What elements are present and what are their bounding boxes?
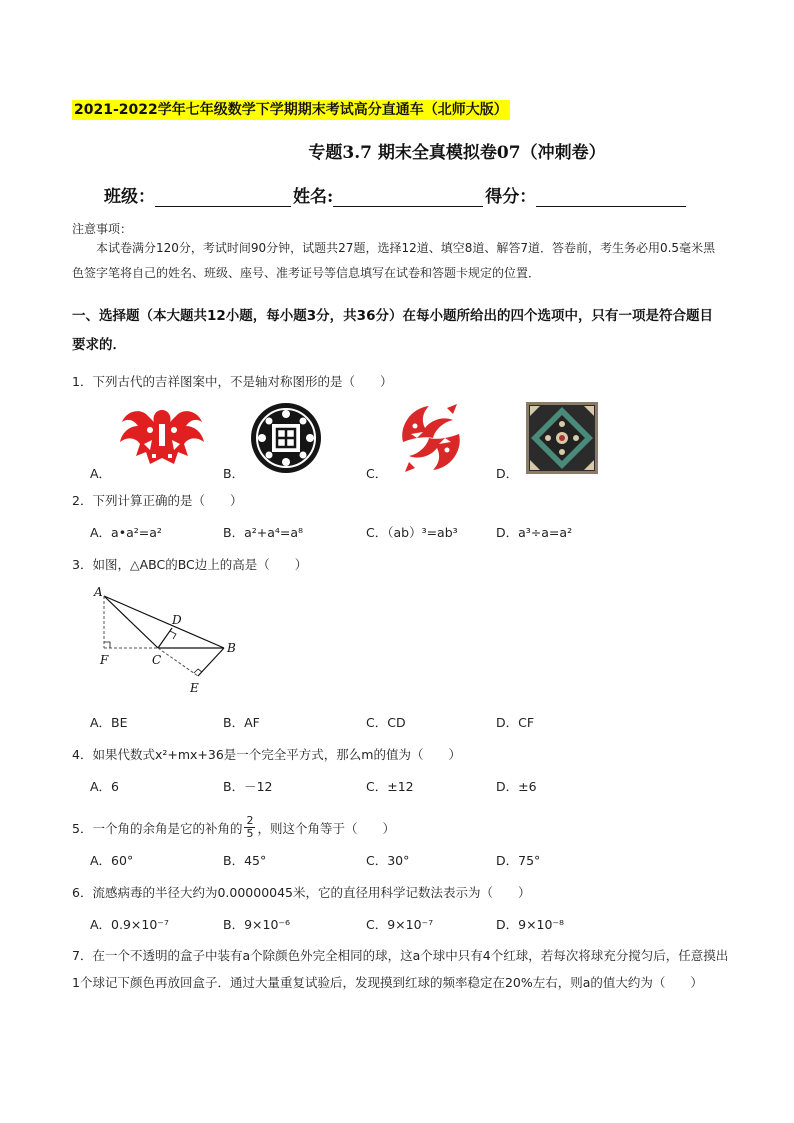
q6-option-c: C．9×10⁻⁷ — [366, 917, 434, 932]
q5-stem-after: ，则这个角等于（ ） — [257, 820, 395, 836]
question-3-stem: 3．如图，△ABC的BC边上的高是（ ） — [72, 557, 308, 572]
label-e: E — [190, 681, 199, 695]
q1-option-d-image — [526, 402, 598, 474]
name-label: 姓名: — [293, 187, 334, 207]
q2-option-d: D．a³÷a=a² — [496, 525, 573, 540]
notice-text: 本试卷满分120分，考试时间90分钟，试题共27题，选择12道、填空8道、解答7道．答卷前，考生务必用0.5毫米黑色签字笔将自己的姓名、班级、座号、准考证号等信息填写在试卷和答题卡规定的位置． — [72, 241, 716, 280]
q6-option-d: D．9×10⁻⁸ — [496, 917, 565, 932]
q5-option-d: D．75° — [496, 853, 541, 868]
label-b: B — [227, 641, 236, 655]
series-title: 2021-2022学年七年级数学下学期期末考试高分直通车（北师大版） — [74, 102, 508, 118]
section-title: 一、选择题（本大题共12小题，每小题3分，共36分）在每小题所给出的四个选项中，只有一项是符合题目要求的． — [72, 308, 713, 353]
label-c: C — [152, 653, 162, 667]
q4-option-b: B．－12 — [223, 779, 273, 794]
document-title: 专题3.7 期末全真模拟卷07（冲刺卷） — [308, 143, 606, 163]
question-7-stem: 7．在一个不透明的盒子中装有a个除颜色外完全相同的球，这a个球中只有4个红球，若每次将球充分搅匀后，任意摸出1个球记下颜色再放回盒子．通过大量重复试验后，发现摸到红球的频率稳定在20%左右，则a的值大约为（ ） — [72, 948, 729, 990]
q5-option-a: A．60° — [90, 853, 134, 868]
q3-option-c: C．CD — [366, 715, 406, 730]
q4-option-a: A．6 — [90, 779, 120, 794]
q5-fraction-denominator: 5 — [246, 827, 254, 840]
score-blank[interactable] — [536, 186, 686, 207]
label-d: D — [172, 613, 182, 627]
notice-label: 注意事项： — [72, 222, 133, 236]
q2-option-c: C．（ab）³=ab³ — [366, 525, 458, 540]
q6-option-a: A．0.9×10⁻⁷ — [90, 917, 169, 932]
q5-fraction — [244, 815, 255, 840]
q3-option-a: A．BE — [90, 715, 128, 730]
question-4-stem: 4．如果代数式x²+mx+36是一个完全平方式，那么m的值为（ ） — [72, 747, 461, 762]
score-label: 得分： — [485, 187, 537, 207]
student-info-row — [104, 182, 688, 207]
name-blank[interactable] — [333, 186, 483, 207]
q2-option-b: B．a²+a⁴=a⁸ — [223, 525, 304, 540]
q2-option-a: A．a•a²=a² — [90, 525, 162, 540]
q3-option-d: D．CF — [496, 715, 535, 730]
q1-option-b-label: B． — [223, 466, 245, 481]
q1-option-a-image — [116, 404, 208, 472]
q5-option-c: C．30° — [366, 853, 410, 868]
q1-option-b-image — [250, 402, 322, 474]
q5-fraction-numerator: 2 — [246, 814, 254, 827]
question-5-stem — [72, 815, 395, 840]
q1-option-c-label: C． — [366, 466, 388, 481]
q4-option-d: D．±6 — [496, 779, 537, 794]
q1-option-a-label: A． — [90, 466, 112, 481]
triangle-figure — [90, 584, 250, 699]
label-f: F — [100, 653, 109, 667]
class-blank[interactable] — [155, 186, 291, 207]
q1-option-d-label: D． — [496, 466, 519, 481]
q6-option-b: B．9×10⁻⁶ — [223, 917, 291, 932]
question-2-stem: 2．下列计算正确的是（ ） — [72, 493, 243, 508]
class-label: 班级： — [104, 187, 155, 207]
q5-option-b: B．45° — [223, 853, 267, 868]
q5-stem-before: 5．一个角的余角是它的补角的 — [72, 820, 243, 836]
question-6-stem: 6．流感病毒的半径大约为0.00000045米，它的直径用科学记数法表示为（ ） — [72, 885, 531, 900]
label-a: A — [94, 585, 103, 599]
question-1-stem: 1．下列古代的吉祥图案中，不是轴对称图形的是（ ） — [72, 374, 393, 389]
q3-option-b: B．AF — [223, 715, 260, 730]
q4-option-c: C．±12 — [366, 779, 414, 794]
q1-option-c-image — [395, 402, 467, 474]
